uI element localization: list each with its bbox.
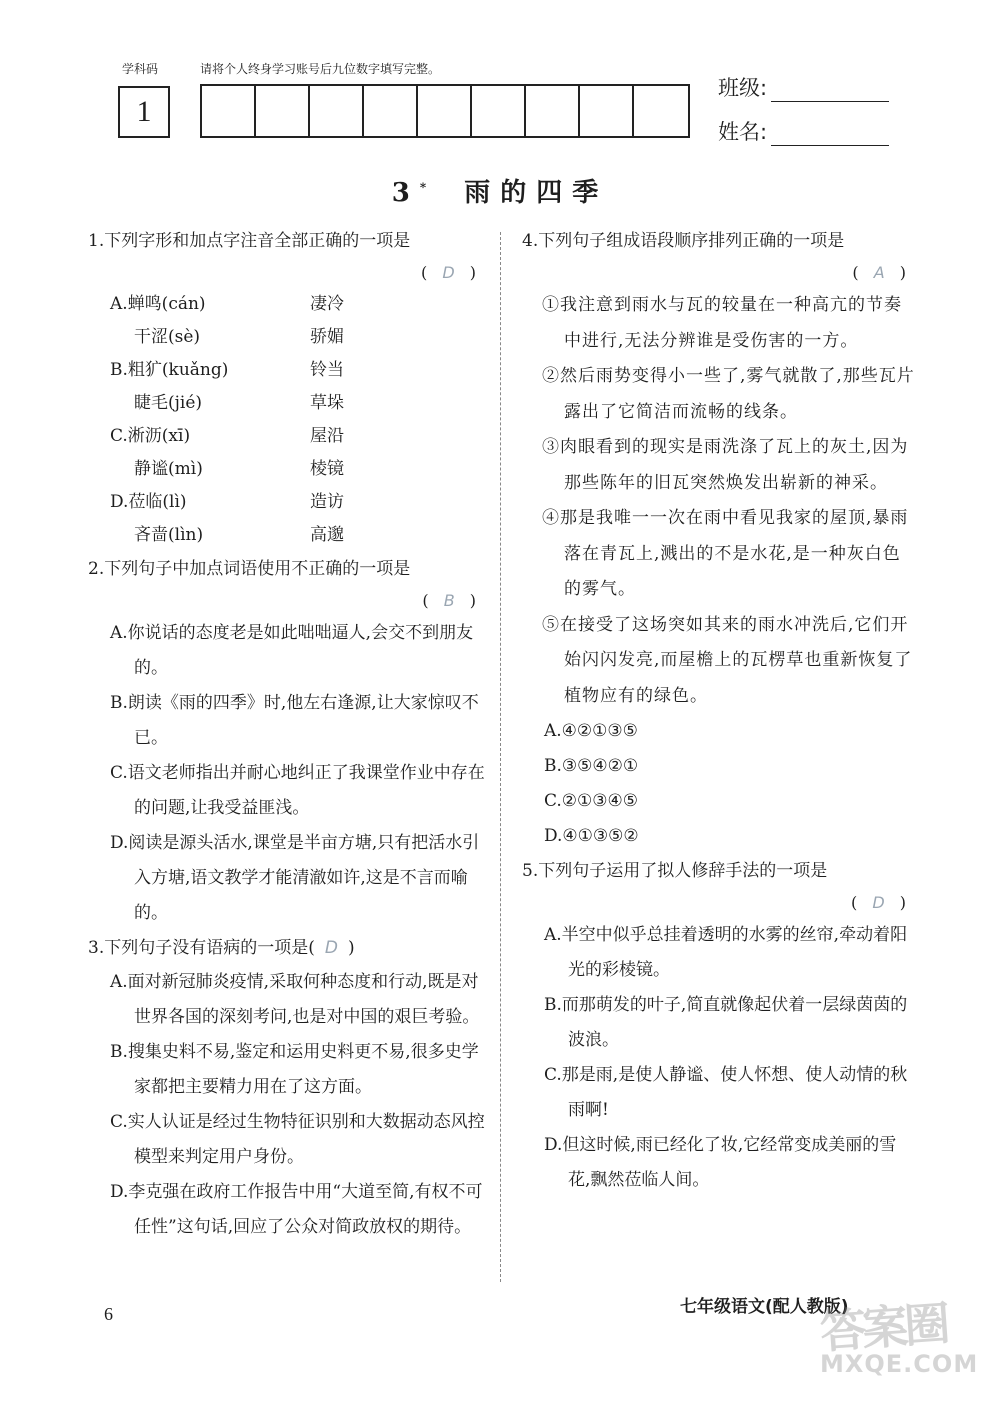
option-grid <box>88 288 488 552</box>
option-word: B.粗犷(kuǎng) <box>110 360 229 380</box>
watermark-logo <box>820 1290 990 1408</box>
name-label: 姓名: <box>718 120 768 144</box>
option-d: D.李克强在政府工作报告中用“大道至简,有权不可任性”这句话,回应了公众对简政放权的期待。 <box>110 1182 483 1237</box>
answer-bracket: ( D ) <box>421 263 476 282</box>
name-input-line[interactable] <box>771 127 889 146</box>
question-stem: 4.下列句子组成语段顺序排列正确的一项是 <box>522 231 845 251</box>
class-label: 班级: <box>718 76 768 100</box>
option-word: 睫毛(jié) <box>134 393 203 413</box>
digit-cell[interactable] <box>310 86 364 136</box>
question-1 <box>88 224 488 552</box>
option-a: A.半空中似乎总挂着透明的水雾的丝帘,牵动着阳光的彩棱镜。 <box>544 925 908 980</box>
lesson-number: 3 <box>391 178 420 208</box>
option-b: B.朗读《雨的四季》时,他左右逢源,让大家惊叹不已。 <box>110 693 479 748</box>
digit-cell[interactable] <box>634 86 688 136</box>
question-5 <box>522 854 918 1198</box>
question-stem-end: ) <box>347 938 355 958</box>
answer-bracket: ( D ) <box>851 893 906 912</box>
sentence-5: ⑤在接受了这场突如其来的雨水冲洗后,它们开始闪闪发亮,而屋檐上的瓦楞草也重新恢复了植物应有的绿色。 <box>542 614 913 706</box>
option-a: A.面对新冠肺炎疫情,采取何种态度和行动,既是对世界各国的深刻考问,也是对中国的艰巨考验。 <box>110 972 480 1027</box>
lesson-marker: * <box>419 180 427 195</box>
watermark-logo-text: 答案圈 <box>818 1296 948 1359</box>
option-d: D.④①③⑤② <box>544 826 639 846</box>
subject-code-box <box>118 86 170 138</box>
question-stem-text: 3.下列句子没有语病的一项是( <box>88 938 315 958</box>
option-a: A.④②①③⑤ <box>544 721 638 741</box>
option-d: D.但这时候,雨已经化了妆,它经常变成美丽的雪花,飘然莅临人间。 <box>544 1135 897 1190</box>
option-b: B.搜集史料不易,鉴定和运用史料更不易,很多史学家都把主要精力用在了这方面。 <box>110 1042 479 1097</box>
answer-mark: D <box>442 263 455 282</box>
digit-cell[interactable] <box>418 86 472 136</box>
answer-mark: B <box>443 591 455 610</box>
option-word: 屋沿 <box>310 426 344 446</box>
question-3 <box>88 931 488 1245</box>
option-word: C.淅沥(xī) <box>110 426 191 446</box>
account-instruction: 请将个人终身学习账号后九位数字填写完整。 <box>200 62 441 76</box>
subject-code-label: 学科码 <box>122 62 159 76</box>
option-word: 静谧(mì) <box>134 459 203 479</box>
digit-cell[interactable] <box>526 86 580 136</box>
subject-code-value: 1 <box>136 95 152 128</box>
question-stem: 5.下列句子运用了拟人修辞手法的一项是 <box>522 861 828 881</box>
option-word: A.蝉鸣(cán) <box>110 294 206 314</box>
column-divider <box>500 232 501 1282</box>
option-c: C.语文老师指出并耐心地纠正了我课堂作业中存在的问题,让我受益匪浅。 <box>110 763 485 818</box>
option-b: B.而那萌发的叶子,简直就像起伏着一层绿茵茵的波浪。 <box>544 995 908 1050</box>
answer-bracket: ( A ) <box>852 263 906 282</box>
sentence-2: ②然后雨势变得小一些了,雾气就散了,那些瓦片露出了它简洁而流畅的线条。 <box>542 366 915 422</box>
option-word: 吝啬(lìn) <box>134 525 204 545</box>
left-column <box>88 224 488 1245</box>
watermark-url: MXQE.COM <box>820 1350 979 1378</box>
lesson-title <box>0 172 1000 209</box>
sentence-4: ④那是我唯一一次在雨中看见我家的屋顶,暴雨落在青瓦上,溅出的不是水花,是一种灰白色的雾气。 <box>542 508 909 599</box>
answer-mark: A <box>873 263 885 282</box>
question-stem: 1.下列字形和加点字注音全部正确的一项是 <box>88 231 411 251</box>
option-word: 造访 <box>310 492 344 512</box>
answer-bracket: ( B ) <box>422 591 476 610</box>
answer-mark: D <box>324 938 338 958</box>
option-c: C.那是雨,是使人静谧、使人怀想、使人动情的秋雨啊! <box>544 1065 908 1120</box>
lesson-title-text: 雨的四季 <box>464 178 609 208</box>
account-digit-boxes[interactable] <box>200 84 690 138</box>
name-field[interactable] <box>718 116 889 146</box>
option-d: D.阅读是源头活水,课堂是半亩方塘,只有把活水引入方塘,语文教学才能清澈如许,这是不言而喻的。 <box>110 833 480 923</box>
book-label: 七年级语文(配人教版) <box>680 1297 849 1317</box>
option-word: 干涩(sè) <box>134 327 201 347</box>
option-a: A.你说话的态度老是如此咄咄逼人,会交不到朋友的。 <box>110 623 474 678</box>
option-word: 草垛 <box>310 393 344 413</box>
answer-mark: D <box>872 893 885 912</box>
sentence-3: ③肉眼看到的现实是雨洗涤了瓦上的灰土,因为那些陈年的旧瓦突然焕发出崭新的神采。 <box>542 437 909 493</box>
option-word: 凄冷 <box>310 294 344 314</box>
right-column <box>522 224 918 1198</box>
digit-cell[interactable] <box>256 86 310 136</box>
option-word: 高邈 <box>310 525 344 545</box>
digit-cell[interactable] <box>364 86 418 136</box>
class-input-line[interactable] <box>771 83 889 102</box>
page-number: 6 <box>104 1304 113 1324</box>
option-word: 棱镜 <box>310 459 344 479</box>
option-c: C.②①③④⑤ <box>544 791 639 811</box>
question-stem <box>88 931 488 965</box>
class-field[interactable] <box>718 72 889 102</box>
question-4 <box>522 224 918 854</box>
option-word: D.莅临(lì) <box>110 492 187 512</box>
digit-cell[interactable] <box>580 86 634 136</box>
sentence-1: ①我注意到雨水与瓦的较量在一种高亢的节奏中进行,无法分辨谁是受伤害的一方。 <box>542 295 902 351</box>
question-2 <box>88 552 488 931</box>
digit-cell[interactable] <box>202 86 256 136</box>
option-c: C.实人认证是经过生物特征识别和大数据动态风控模型来判定用户身份。 <box>110 1112 485 1167</box>
option-word: 骄媚 <box>310 327 344 347</box>
digit-cell[interactable] <box>472 86 526 136</box>
option-b: B.③⑤④②① <box>544 756 639 776</box>
option-word: 铃当 <box>310 360 344 380</box>
question-stem: 2.下列句子中加点词语使用不正确的一项是 <box>88 559 411 579</box>
